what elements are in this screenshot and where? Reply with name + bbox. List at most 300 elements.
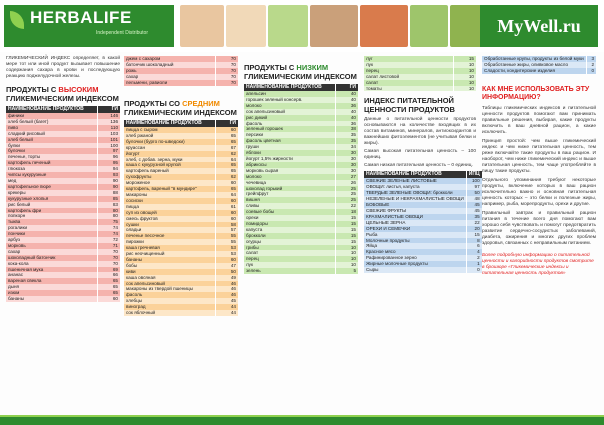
product-name: Обработанные крупы, продукты из белой муки bbox=[482, 56, 586, 62]
product-name: сахар bbox=[6, 249, 98, 255]
col-header-value: ИПЦ bbox=[466, 171, 481, 178]
col-header-name: НАИМЕНОВАНИЕ ПРОДУКТОВ bbox=[364, 171, 466, 178]
product-name: сахар bbox=[124, 74, 216, 80]
product-name: финики bbox=[6, 113, 98, 119]
product-name: чечевица bbox=[244, 180, 336, 186]
product-value: 49 bbox=[216, 275, 239, 281]
product-name: рис белый bbox=[6, 202, 98, 208]
right-top-table bbox=[482, 56, 596, 74]
product-value: 60 bbox=[216, 198, 239, 204]
product-name: фасоль bbox=[124, 292, 216, 298]
product-name: сок апельсиновый bbox=[244, 109, 336, 115]
product-value: 66 bbox=[98, 272, 121, 278]
product-value: 55 bbox=[216, 233, 239, 239]
product-name: сушки bbox=[124, 222, 216, 228]
product-name: Красное мясо bbox=[364, 249, 466, 255]
product-value: 65 bbox=[216, 133, 239, 139]
product-name: персики bbox=[244, 132, 336, 138]
product-name: бананы bbox=[124, 257, 216, 263]
product-value: 15 bbox=[466, 232, 481, 238]
product-value: 46 bbox=[216, 292, 239, 298]
product-value: 58 bbox=[216, 222, 239, 228]
product-value: 57 bbox=[216, 227, 239, 233]
product-name: морковь сырая bbox=[244, 168, 336, 174]
product-value: 48 bbox=[466, 196, 481, 202]
product-value: 100 bbox=[98, 143, 121, 149]
product-name: пицца bbox=[124, 204, 216, 210]
product-value: 10 bbox=[336, 262, 359, 268]
product-value: 4 bbox=[466, 249, 481, 255]
product-value: 80 bbox=[98, 208, 121, 214]
product-name: Молочные продукты bbox=[364, 238, 466, 244]
product-value: 26 bbox=[336, 180, 359, 186]
product-value: 70 bbox=[216, 62, 239, 68]
product-name: сок апельсиновый bbox=[124, 281, 216, 287]
product-value: 10 bbox=[336, 256, 359, 262]
product-name: апельсин bbox=[244, 91, 336, 97]
product-name: томаты bbox=[364, 86, 454, 92]
product-name: печенье, торты bbox=[6, 154, 98, 160]
product-value: 64 bbox=[216, 192, 239, 198]
footer-bar bbox=[0, 417, 604, 425]
product-value: 35 bbox=[336, 132, 359, 138]
product-name: сосиски bbox=[124, 198, 216, 204]
product-name: Рафинированное зерно bbox=[364, 255, 466, 261]
table-row bbox=[482, 68, 596, 74]
product-value: 65 bbox=[98, 284, 121, 290]
product-name: ЦЕЛЬНЫЕ ЗЕРНА bbox=[364, 220, 466, 226]
product-value: 2 bbox=[466, 255, 481, 261]
product-name: картофель печеный bbox=[6, 160, 98, 166]
product-name: ТВЕРДЫЕ ЗЕЛЕНЫЕ ОВОЩИ: брокколи bbox=[364, 190, 466, 196]
product-value: 97 bbox=[98, 148, 121, 154]
product-name: сладкий рисовый bbox=[6, 131, 98, 137]
product-name: шоколад горький bbox=[244, 186, 336, 192]
product-value: 18 bbox=[336, 209, 359, 215]
product-value: 10 bbox=[454, 80, 477, 86]
product-name: СВЕЖИЕ ФРУКТЫ bbox=[364, 208, 466, 214]
product-name: хлеб белый bbox=[6, 137, 98, 143]
value-text-3: Самая низкая питательная ценность – 0 единиц. bbox=[364, 163, 473, 169]
product-value: 30 bbox=[336, 156, 359, 162]
product-name: печенье песочное bbox=[124, 233, 216, 239]
product-value: 103 bbox=[98, 131, 121, 137]
product-value: 45 bbox=[466, 202, 481, 208]
column-high bbox=[6, 56, 120, 302]
product-value: 10 bbox=[454, 86, 477, 92]
product-value: 36 bbox=[336, 121, 359, 127]
table-row bbox=[244, 268, 358, 274]
product-value: 15 bbox=[454, 56, 477, 62]
product-name: чипсы кукурузные bbox=[6, 172, 98, 178]
product-name: яблоки bbox=[244, 150, 336, 156]
product-value: 40 bbox=[336, 109, 359, 115]
product-name: булки bbox=[6, 143, 98, 149]
product-name: ОВОЩИ: листья, капуста bbox=[364, 184, 466, 190]
faq-para-4: Правильный завтрак и правильный рацион питания в течение всего дня помогают вам хорошо себя чувствовать и помогут предотвратить развитие сердечно-сосудистых заболеваний, диабета, ожирения и многих других проблем здоровья, связанных с неправильным питанием. bbox=[482, 210, 596, 246]
product-value: 67 bbox=[216, 145, 239, 151]
product-name: йогурт bbox=[124, 151, 216, 157]
product-name: СВЕЖИЕ ЗЕЛЕНЫЕ ЛИСТОВЫЕ bbox=[364, 178, 466, 184]
value-table bbox=[364, 171, 482, 273]
product-name: бананы bbox=[6, 296, 98, 302]
product-value: 60 bbox=[216, 257, 239, 263]
product-name: ОРЕХИ И СЕМЕЧКИ bbox=[364, 226, 466, 232]
product-value: 74 bbox=[98, 225, 121, 231]
product-value: 65 bbox=[98, 290, 121, 296]
product-value: 38 bbox=[336, 126, 359, 132]
product-value: 60 bbox=[216, 180, 239, 186]
product-name: тыква bbox=[6, 219, 98, 225]
intro-text: ГЛИКЕМИЧЕСКИЙ ИНДЕКС определяет, в какой мере тот или иной продукт вызывает повышение содержания сахара в крови и последующую реакцию поджелудочной железы. bbox=[6, 56, 120, 79]
product-name: дыня bbox=[6, 284, 98, 290]
product-value: 100 bbox=[466, 178, 481, 184]
product-value: 90 bbox=[98, 178, 121, 184]
product-name: пшеничная мука bbox=[6, 267, 98, 273]
product-name: огурцы bbox=[244, 239, 336, 245]
col-header-name: НАИМЕНОВАНИЕ ПРОДУКТОВ bbox=[124, 120, 216, 127]
product-value: 60 bbox=[216, 216, 239, 222]
product-name: фасоль bbox=[244, 121, 336, 127]
product-name: глюкоза bbox=[6, 166, 98, 172]
medium-gi-table bbox=[124, 120, 238, 316]
product-name: кукурузные хлопья bbox=[6, 196, 98, 202]
product-value: 25 bbox=[336, 186, 359, 192]
product-value: 65 bbox=[98, 278, 121, 284]
product-value: 2 bbox=[586, 62, 596, 68]
low-gi-table bbox=[244, 84, 358, 274]
product-name: Сладости, кондитерские изделия bbox=[482, 68, 586, 74]
product-name: пирожки bbox=[124, 239, 216, 245]
medium-title: ПРОДУКТЫ СО СРЕДНИМ ГЛИКЕМИЧЕСКИМ ИНДЕКСОМ bbox=[124, 99, 237, 117]
product-value: 94 bbox=[98, 166, 121, 172]
column-high-continued bbox=[124, 56, 238, 86]
high-cont-table bbox=[124, 56, 238, 86]
col-header-gi: ГИ bbox=[336, 84, 359, 91]
product-value: 30 bbox=[336, 168, 359, 174]
product-value: 45 bbox=[216, 298, 239, 304]
product-value: 0 bbox=[466, 267, 481, 273]
product-value: 36 bbox=[336, 103, 359, 109]
product-value: 70 bbox=[98, 255, 121, 261]
faq-para-2: Принцип простой: чем выше гликемический индекс и чем ниже питательная ценность, тем реже включайте такие продукты в ваш рацион. И наоборот, чем ниже гликемический индекс и выше питательная ценность, тем чаще употребляйте в пищу такие продукты. bbox=[482, 138, 596, 174]
product-name: мороженое bbox=[124, 180, 216, 186]
product-name: зеленый горошек bbox=[244, 126, 336, 132]
product-value: 95 bbox=[98, 160, 121, 166]
product-value: 60 bbox=[216, 210, 239, 216]
product-value: 20 bbox=[466, 226, 481, 232]
product-name: хлеб ржаной bbox=[124, 133, 216, 139]
product-name: суп из овощей bbox=[124, 210, 216, 216]
product-value: 0 bbox=[586, 68, 596, 74]
product-name: салат bbox=[364, 80, 454, 86]
product-name: перец bbox=[244, 256, 336, 262]
faq-para-3: Отдельного упоминания требуют некоторые продукты, включение которых в ваш рацион исключительно важно и основная питательная ценность которых – это белки и полезные жиры, например, рыба, морепродукты, орехи и другие. bbox=[482, 177, 596, 207]
product-value: 15 bbox=[336, 233, 359, 239]
product-name: зелень bbox=[244, 268, 336, 274]
product-value: 75 bbox=[98, 219, 121, 225]
product-name: абрикосы bbox=[244, 162, 336, 168]
product-value: 10 bbox=[336, 245, 359, 251]
product-name: картофельное пюре bbox=[6, 184, 98, 190]
product-value: 15 bbox=[336, 215, 359, 221]
low-title: ПРОДУКТЫ С НИЗКИМ ГЛИКЕМИЧЕСКИМ ИНДЕКСОМ bbox=[244, 63, 357, 81]
product-value: 136 bbox=[98, 119, 121, 125]
product-name: пицца с сыром bbox=[124, 127, 216, 133]
product-name: салат листовой bbox=[364, 74, 454, 80]
product-name: ананас bbox=[6, 272, 98, 278]
high-gi-table bbox=[6, 106, 120, 302]
product-name: рогалики bbox=[6, 225, 98, 231]
product-name: КРАХМАЛИСТЫЕ ОВОЩИ bbox=[364, 214, 466, 220]
low-top-table bbox=[364, 56, 476, 91]
product-value: 5 bbox=[336, 268, 359, 274]
product-name: вареная свекла bbox=[6, 278, 98, 284]
product-value: 35 bbox=[466, 214, 481, 220]
product-value: 40 bbox=[336, 91, 359, 97]
product-name: пельмени, равиоли bbox=[124, 80, 216, 86]
product-value: 3 bbox=[586, 56, 596, 62]
product-name: перец bbox=[364, 68, 454, 74]
product-value: 15 bbox=[336, 239, 359, 245]
product-value: 83 bbox=[98, 202, 121, 208]
product-value: 50 bbox=[466, 190, 481, 196]
product-value: 70 bbox=[216, 68, 239, 74]
product-value: 10 bbox=[454, 68, 477, 74]
product-value: 88 bbox=[98, 190, 121, 196]
product-value: 110 bbox=[98, 125, 121, 131]
veg-photo bbox=[268, 5, 308, 47]
site-name[interactable]: MyWell.ru bbox=[480, 5, 598, 47]
product-name: рис дикий bbox=[244, 115, 336, 121]
product-name: капуста bbox=[244, 227, 336, 233]
product-value: 64 bbox=[216, 157, 239, 163]
product-name: мед bbox=[6, 178, 98, 184]
product-name: сливы bbox=[244, 203, 336, 209]
col-header-gi: ГИ bbox=[98, 106, 121, 113]
product-value: 22 bbox=[466, 220, 481, 226]
product-name: грибы bbox=[244, 245, 336, 251]
product-name: Рыба bbox=[364, 232, 466, 238]
product-name: Обработанные жиры, оливковое масло bbox=[482, 62, 586, 68]
shake-photo bbox=[180, 5, 224, 47]
leaf-icon bbox=[10, 11, 24, 29]
product-name: молоко bbox=[244, 174, 336, 180]
product-name: груши bbox=[244, 144, 336, 150]
product-name: бобы bbox=[124, 263, 216, 269]
value-text-2: Самая высокая питательная ценность – 100 единиц. bbox=[364, 149, 476, 161]
product-name: макароны из твердой пшеницы bbox=[124, 286, 216, 292]
product-value: 10 bbox=[454, 62, 477, 68]
value-text-1: Данные о питательной ценности продуктов основываются на количестве входящих в их состав витаминов, минералов, антиоксидантов и важнейших фитоэлементов (не учитывая белки и жиры). bbox=[364, 117, 476, 147]
product-name: попкорн bbox=[6, 213, 98, 219]
product-name: картофель фри bbox=[6, 208, 98, 214]
product-value: 25 bbox=[336, 197, 359, 203]
product-name: соевые бобы bbox=[244, 209, 336, 215]
product-value: 146 bbox=[98, 113, 121, 119]
product-value: 30 bbox=[336, 150, 359, 156]
product-value: 96 bbox=[98, 154, 121, 160]
product-name: хлеб, с добав. зерна, муки bbox=[124, 157, 216, 163]
product-name: каша с кукурузной крупой bbox=[124, 162, 216, 168]
product-value: 8 bbox=[466, 238, 481, 244]
product-value: 46 bbox=[216, 286, 239, 292]
product-name: морковь bbox=[6, 243, 98, 249]
product-value: 70 bbox=[98, 249, 121, 255]
table-row bbox=[124, 80, 238, 86]
product-value: 97 bbox=[466, 184, 481, 190]
product-name: пончики bbox=[6, 231, 98, 237]
sweets-photo bbox=[310, 5, 358, 47]
product-name: каша гречневая bbox=[124, 245, 216, 251]
product-value: 60 bbox=[98, 296, 121, 302]
product-value: 65 bbox=[216, 168, 239, 174]
fruit-photo bbox=[226, 5, 266, 47]
col-header-gi: ГИ bbox=[216, 120, 239, 127]
product-value: 60 bbox=[216, 127, 239, 133]
table-row bbox=[364, 86, 476, 92]
product-name: виноград bbox=[124, 304, 216, 310]
product-value: 25 bbox=[336, 191, 359, 197]
product-value: 72 bbox=[98, 237, 121, 243]
product-value: 70 bbox=[216, 74, 239, 80]
product-name: салат bbox=[244, 250, 336, 256]
product-value: 44 bbox=[216, 310, 239, 316]
product-name: пиво bbox=[6, 125, 98, 131]
product-value: 70 bbox=[216, 80, 239, 86]
faq-note: Более подробную информацию о питательной ценности и калорийности продуктов смотрите в брошюре «Гликемические индексы и питательная ценность продуктов» bbox=[482, 252, 594, 276]
product-name: смесь фруктов bbox=[124, 216, 216, 222]
product-name: брокколи bbox=[244, 233, 336, 239]
product-name: орехи bbox=[244, 215, 336, 221]
table-row bbox=[364, 267, 482, 273]
faq-title: КАК МНЕ ИСПОЛЬЗОВАТЬ ЭТУ ИНФОРМАЦИЮ? bbox=[482, 85, 590, 101]
product-name: Сыры bbox=[364, 267, 466, 273]
product-name: изюм bbox=[6, 290, 98, 296]
col-header-name: НАИМЕНОВАНИЕ ПРОДУКТОВ bbox=[6, 106, 98, 113]
column-medium bbox=[124, 98, 238, 316]
product-value: 65 bbox=[216, 186, 239, 192]
product-value: 65 bbox=[216, 162, 239, 168]
product-name: джем с сахаром bbox=[124, 56, 216, 62]
poster-header bbox=[0, 0, 604, 52]
product-name: йогурт 1,5% жирности bbox=[244, 156, 336, 162]
table-row bbox=[124, 310, 238, 316]
col-header-name: НАИМЕНОВАНИЕ ПРОДУКТОВ bbox=[244, 84, 336, 91]
product-value: 50 bbox=[216, 269, 239, 275]
product-name: картофель, вареный "в мундире" bbox=[124, 186, 216, 192]
product-value: 90 bbox=[98, 184, 121, 190]
product-value: 27 bbox=[336, 174, 359, 180]
product-name: луг bbox=[364, 56, 454, 62]
salad-photo bbox=[360, 5, 408, 47]
product-value: 65 bbox=[216, 139, 239, 145]
product-name: булочки (бурго по-шведски) bbox=[124, 139, 216, 145]
product-value: 15 bbox=[336, 227, 359, 233]
product-value: 70 bbox=[216, 56, 239, 62]
product-value: 40 bbox=[336, 115, 359, 121]
product-name: каша овсяная bbox=[124, 275, 216, 281]
product-value: 10 bbox=[336, 250, 359, 256]
product-name: помидоры bbox=[244, 221, 336, 227]
product-name: грейпфрут bbox=[244, 191, 336, 197]
product-name: лук bbox=[244, 262, 336, 268]
product-value: 40 bbox=[336, 97, 359, 103]
product-name: горошек зеленый консерв. bbox=[244, 97, 336, 103]
product-value: 34 bbox=[336, 144, 359, 150]
product-name: Жирные молочные продукты bbox=[364, 261, 466, 267]
high-title: ПРОДУКТЫ С ВЫСОКИМ ГЛИКЕМИЧЕСКИМ ИНДЕКСОМ bbox=[6, 85, 119, 103]
product-name: макароны bbox=[124, 192, 216, 198]
product-name: сок яблочный bbox=[124, 310, 216, 316]
column-faq bbox=[482, 56, 596, 277]
product-value: 53 bbox=[216, 245, 239, 251]
product-name: молоко bbox=[244, 103, 336, 109]
table-row bbox=[6, 296, 120, 302]
product-value: 71 bbox=[98, 243, 121, 249]
product-value: 10 bbox=[454, 74, 477, 80]
product-value: 30 bbox=[336, 162, 359, 168]
product-value: 53 bbox=[216, 251, 239, 257]
product-value: 93 bbox=[98, 172, 121, 178]
column-low bbox=[244, 56, 358, 274]
product-value: 1 bbox=[466, 261, 481, 267]
product-name: рожь bbox=[124, 68, 216, 74]
product-name: вишня bbox=[244, 197, 336, 203]
product-name: шоколадный батончик bbox=[6, 255, 98, 261]
product-value: 69 bbox=[98, 267, 121, 273]
product-value: 44 bbox=[216, 304, 239, 310]
product-name: оладьи bbox=[124, 227, 216, 233]
product-value: 70 bbox=[98, 261, 121, 267]
product-value: 22 bbox=[336, 203, 359, 209]
faq-para-1: Таблицы гликемических индексов и питательной ценности продуктов помогают вам принимать правильные решения, выбирая, какие продукты включить в ваш дневной рацион, а какие исключить. bbox=[482, 105, 596, 135]
product-name: НЕЗЕЛЕНЫЕ И НЕКРАХМАЛИСТЫЕ ОВОЩИ bbox=[364, 196, 466, 202]
herbalife-logo bbox=[4, 5, 174, 47]
product-name: крекеры bbox=[6, 190, 98, 196]
product-value: 85 bbox=[98, 196, 121, 202]
product-value: 74 bbox=[98, 231, 121, 237]
value-title: ИНДЕКС ПИТАТЕЛЬНОЙ ЦЕННОСТИ ПРОДУКТОВ bbox=[364, 96, 455, 114]
product-value: 15 bbox=[336, 221, 359, 227]
product-name: киви bbox=[124, 269, 216, 275]
product-name: хлебцы bbox=[124, 298, 216, 304]
product-value: 61 bbox=[216, 204, 239, 210]
product-name: сухофрукты bbox=[124, 174, 216, 180]
product-value: 45 bbox=[466, 208, 481, 214]
product-value: 55 bbox=[216, 239, 239, 245]
product-name: рис неочищенный bbox=[124, 251, 216, 257]
product-name: БОБОВЫЕ bbox=[364, 202, 466, 208]
product-name: лук bbox=[364, 62, 454, 68]
product-name: круассан bbox=[124, 145, 216, 151]
product-value: 80 bbox=[98, 213, 121, 219]
product-value: 6 bbox=[466, 243, 481, 249]
column-value bbox=[364, 56, 480, 273]
product-name: арбуз bbox=[6, 237, 98, 243]
product-value: 101 bbox=[98, 137, 121, 143]
product-name: хлеб белый (багет) bbox=[6, 119, 98, 125]
bread-photo bbox=[410, 5, 448, 47]
product-value: 62 bbox=[216, 174, 239, 180]
product-name: булочки bbox=[6, 148, 98, 154]
product-value: 35 bbox=[336, 138, 359, 144]
product-name: кока-кола bbox=[6, 261, 98, 267]
brand-name: HERBALIFE bbox=[30, 8, 132, 27]
product-value: 62 bbox=[216, 151, 239, 157]
product-name: картофель вареный bbox=[124, 168, 216, 174]
product-name: батончик шоколадный bbox=[124, 62, 216, 68]
